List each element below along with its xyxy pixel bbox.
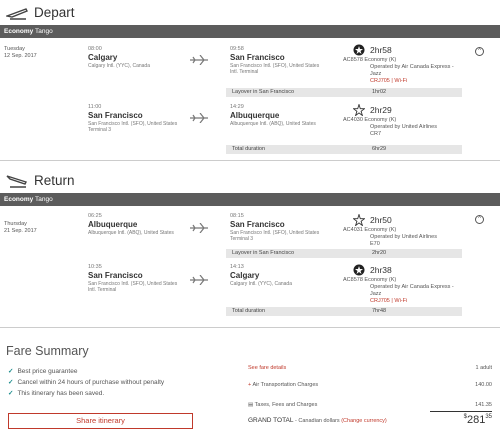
grand-total-currency: - Canadian dollars: [295, 418, 340, 424]
benefits-list: [8, 366, 164, 399]
flight-number: AC4030: [343, 117, 363, 123]
cabin-class: Economy (K): [364, 57, 397, 63]
flight-details: [343, 227, 463, 248]
return-fare-bar: [0, 193, 500, 206]
arr-airport: Calgary Intl. (YYC), Canada: [230, 280, 292, 287]
layover-row: [226, 88, 462, 97]
fare-brand: Tango: [34, 28, 53, 35]
wifi-link[interactable]: Wi-Fi: [394, 298, 408, 305]
return-date: [4, 221, 37, 235]
fare-summary-title: Fare Summary: [6, 344, 89, 358]
section-divider: [0, 160, 500, 161]
arr-time: 08:15: [230, 213, 244, 219]
dep-airport: San Francisco Intl. (SFO), United States: [88, 280, 178, 287]
total-value: 6hr29: [372, 146, 387, 152]
arr-time: 09:58: [230, 46, 244, 52]
landing-icon: [6, 172, 28, 188]
depart-header: [0, 4, 75, 20]
segment-arrival: [230, 104, 340, 127]
check-icon: ✓: [8, 379, 14, 386]
grand-total-label: GRAND TOTAL: [248, 417, 294, 424]
operated-by: Operated by Air Canada Express - Jazz: [370, 284, 454, 298]
cabin-class: Economy (K): [364, 277, 397, 283]
segment-duration: 2hr58: [370, 45, 392, 55]
share-itinerary-button[interactable]: Share itinerary: [8, 413, 193, 429]
air-charges-value: 140.00: [475, 382, 492, 388]
benefit-item: [8, 388, 164, 399]
dep-airport: Albuquerque Intl. (ABQ), United States: [88, 229, 174, 236]
check-icon: ✓: [8, 368, 14, 375]
expand-icon[interactable]: +: [248, 382, 252, 388]
date-day: Thursday: [4, 221, 27, 227]
benefit-item: [8, 366, 164, 377]
layover-label: Layover in San Francisco: [232, 89, 295, 95]
segment-arrival: [230, 264, 340, 287]
layover-value: 2hr20: [372, 250, 387, 256]
fare-class: Economy: [4, 196, 34, 203]
air-canada-logo-icon: [353, 264, 365, 276]
layover-value: 1hr02: [372, 89, 387, 95]
passenger-count: 1 adult: [475, 365, 492, 371]
grand-total-cents: 35: [485, 414, 492, 420]
flight-number: AC8578: [343, 57, 363, 63]
section-divider: [0, 327, 500, 328]
date-value: 21 Sep. 2017: [4, 228, 37, 235]
segment-arrival: [230, 213, 340, 242]
cabin-class: Economy (K): [364, 117, 397, 123]
segment-departure: [88, 213, 188, 236]
arr-terminal: Intl. Terminal: [230, 69, 259, 76]
flight-details: [343, 117, 463, 138]
layover-row: [226, 249, 462, 258]
grand-total-int: 281: [466, 414, 486, 426]
plane-icon: [190, 275, 208, 285]
dep-time: 11:00: [88, 104, 102, 110]
total-duration-row: [226, 145, 462, 154]
date-value: 12 Sep. 2017: [4, 53, 37, 60]
dep-terminal: Terminal 3: [88, 127, 112, 134]
star-alliance-logo-icon: [353, 214, 365, 226]
segment-departure: [88, 46, 188, 69]
depart-date: [4, 46, 37, 60]
arr-airport: San Francisco Intl. (SFO), United States: [230, 229, 320, 236]
arr-terminal: Terminal 3: [230, 236, 254, 243]
arr-time: 14:29: [230, 104, 244, 110]
flight-details: AC8578 Economy (K) Operated by Air Canada Express - Jazz CRJ705 | Wi-Fi: [343, 57, 463, 86]
plane-icon: [190, 55, 208, 65]
grand-total-amount: [464, 414, 492, 426]
aircraft-link[interactable]: CRJ705: [370, 78, 390, 85]
fare-class: Economy: [4, 28, 34, 35]
plane-icon: [190, 113, 208, 123]
segment-departure: [88, 264, 188, 293]
dep-city: San Francisco: [88, 110, 143, 120]
dep-time: 06:25: [88, 213, 102, 219]
aircraft-type: E70: [370, 241, 380, 248]
flight-number: AC8578: [343, 277, 363, 283]
arr-airport: Albuquerque Intl. (ABQ), United States: [230, 120, 316, 127]
arr-city: Albuquerque: [230, 110, 280, 120]
benefit-text: Cancel within 24 hours of purchase without penalty: [17, 379, 165, 386]
arr-airport: San Francisco Intl. (SFO), United States: [230, 62, 320, 69]
change-currency-link[interactable]: (Change currency): [341, 418, 387, 424]
total-label: Total duration: [232, 308, 266, 314]
receipt-icon: ▤: [248, 402, 254, 408]
dep-airport: San Francisco Intl. (SFO), United States: [88, 120, 178, 127]
dep-time: 08:00: [88, 46, 102, 52]
return-title: Return: [34, 172, 75, 188]
arr-city: San Francisco: [230, 52, 285, 62]
air-charges-label: Air Transportation Charges: [252, 382, 319, 388]
aircraft-type: CR7: [370, 131, 382, 138]
operated-by: Operated by Air Canada Express - Jazz: [370, 64, 454, 78]
check-icon: ✓: [8, 390, 14, 397]
benefit-item: [8, 377, 164, 388]
total-value: 7hr48: [372, 308, 387, 314]
dep-city: Albuquerque: [88, 219, 138, 229]
arr-time: 14:13: [230, 264, 244, 270]
collapse-button[interactable]: ^: [475, 47, 484, 56]
taxes-value: 141.35: [475, 402, 492, 408]
dep-time: 10:35: [88, 264, 102, 270]
total-label: Total duration: [232, 146, 266, 152]
star-alliance-logo-icon: [353, 104, 365, 116]
fare-brand: Tango: [34, 196, 53, 203]
dep-terminal: Intl. Terminal: [88, 287, 117, 294]
depart-title: Depart: [34, 4, 75, 20]
dep-airport: Calgary Intl. (YYC), Canada: [88, 62, 150, 69]
flight-details: AC8578 Economy (K) Operated by Air Canada Express - Jazz CRJ705 | Wi-Fi: [343, 277, 463, 306]
date-day: Tuesday: [4, 46, 25, 52]
operated-by: Operated by United Airlines: [370, 124, 437, 131]
segment-arrival: [230, 46, 340, 75]
segment-duration: 2hr50: [370, 215, 392, 225]
operated-by: Operated by United Airlines: [370, 234, 437, 241]
grand-total-dollar: $: [463, 414, 467, 420]
flight-number: AC4031: [343, 227, 363, 233]
return-header: [0, 172, 75, 188]
depart-fare-bar: [0, 25, 500, 38]
total-separator: [430, 411, 492, 412]
segment-duration: 2hr38: [370, 265, 392, 275]
segment-departure: [88, 104, 188, 133]
aircraft-link[interactable]: CRJ705: [370, 298, 390, 305]
taxes-label: Taxes, Fees and Charges: [254, 402, 318, 408]
collapse-button[interactable]: ^: [475, 215, 484, 224]
cabin-class: Economy (K): [364, 227, 397, 233]
segment-duration: 2hr29: [370, 105, 392, 115]
air-canada-logo-icon: [353, 44, 365, 56]
wifi-link[interactable]: Wi-Fi: [394, 78, 408, 85]
benefit-text: Best price guarantee: [17, 368, 78, 375]
layover-label: Layover in San Francisco: [232, 250, 295, 256]
dep-city: San Francisco: [88, 270, 143, 280]
dep-city: Calgary: [88, 52, 118, 62]
takeoff-icon: [6, 4, 28, 20]
benefit-text: This itinerary has been saved.: [17, 390, 105, 397]
plane-icon: [190, 223, 208, 233]
arr-city: Calgary: [230, 270, 260, 280]
total-duration-row: [226, 307, 462, 316]
arr-city: San Francisco: [230, 219, 285, 229]
see-fare-details-link[interactable]: See fare details: [248, 365, 287, 371]
